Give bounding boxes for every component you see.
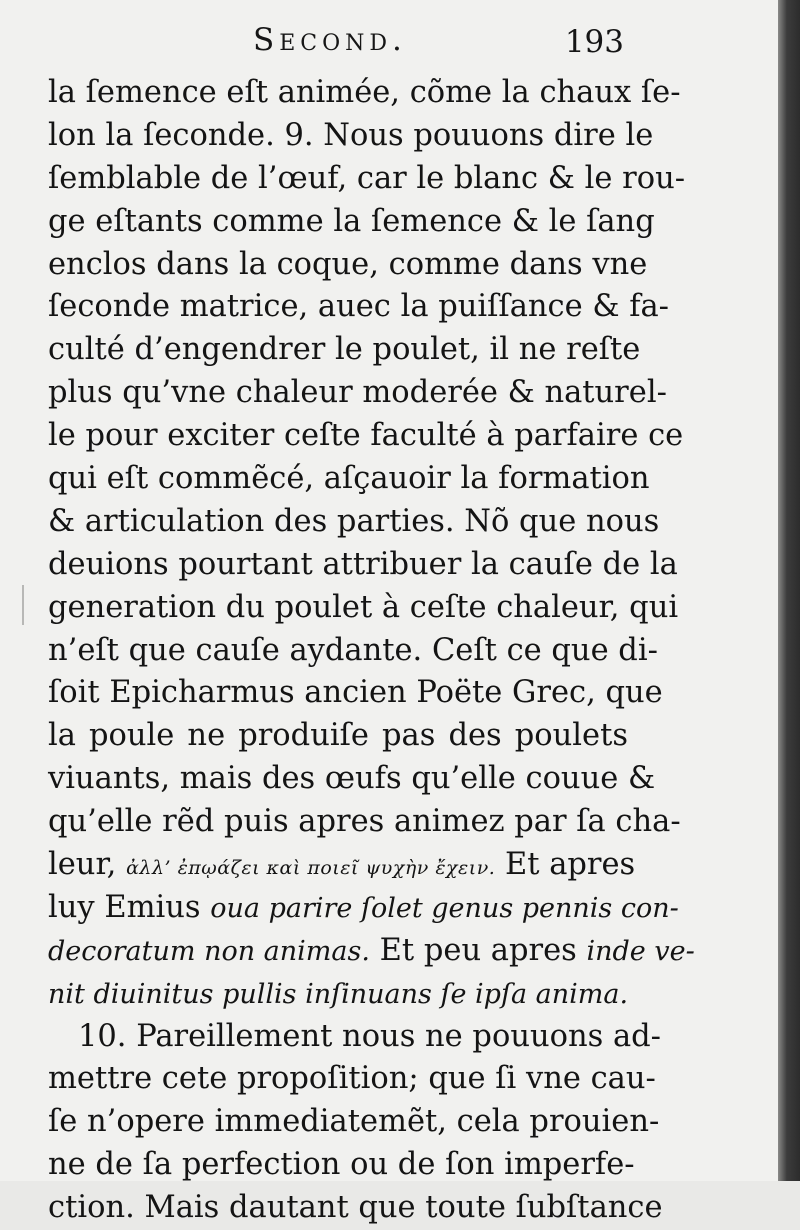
line-text: leur, [48,847,127,883]
text-line [48,1101,660,1144]
line-text: deuions pourtant attribuer la cauſe de la [48,546,678,582]
text-line [48,587,679,630]
latin-quotation: inde ve- [586,935,695,967]
text-line [48,630,658,673]
line-text: luy Emius [48,889,211,925]
line-text: Et apres [495,847,636,883]
text-line [48,458,650,501]
text-line [48,715,628,758]
line-text: qu’elle rẽd puis apres animez par ſa cha- [48,804,681,840]
greek-quotation: ἀλλ’ ἐπῳάζει καὶ ποιεῖ ψυχὴν ἔχειν. [126,857,496,880]
text-line [48,372,667,415]
line-text: la ſemence eſt animée, cõme la chaux ſe- [48,75,681,110]
line-text: plus qu’vne chaleur moderée & naturel- [48,375,667,411]
text-line [48,72,681,115]
text-line [48,672,663,715]
line-text: ction. Mais dautant que toute ſubſtance [48,1190,663,1226]
body-text [48,72,695,1230]
running-title: Second. [253,22,407,58]
page-number: 193 [564,24,624,60]
text-line [48,758,656,801]
line-text: ſeconde matrice, auec la puiſſance & fa- [48,289,669,325]
line-text: qui eſt commẽcé, aſçauoir la formation [48,461,650,497]
line-text: viuants, mais des œufs qu’elle couue & [48,761,656,797]
page-edge-shadow [778,0,800,1181]
text-line [48,329,641,372]
line-text: culté d’engendrer le poulet, il ne reſte [48,332,641,368]
line-text: lon la ſeconde. 9. Nous pouuons dire le [48,117,654,153]
line-text: ſoit Epicharmus ancien Poëte Grec, que [48,675,663,711]
text-line [48,115,654,158]
text-line [48,415,684,458]
text-line [48,286,669,329]
margin-mark [22,585,24,625]
latin-quotation: oua parire ſolet genus pennis con- [210,892,679,924]
line-text: generation du poulet à ceſte chaleur, qui [48,589,679,625]
text-line [48,1058,656,1101]
text-line [48,158,686,201]
text-line [48,244,648,287]
line-text: mettre cete propoſition; que ſi vne cau- [48,1061,656,1097]
text-line [48,544,678,587]
line-text: le pour exciter ceſte faculté à parfaire ce [48,418,684,454]
line-text: 10. Pareillement nous ne pouuons ad- [78,1018,661,1054]
text-line [48,801,681,844]
text-line [48,1187,663,1230]
text-line [48,201,655,244]
text-line [48,1016,661,1059]
text-line [48,501,660,544]
latin-quotation: decoratum non animas. [48,935,370,967]
line-text: enclos dans la coque, comme dans vne [48,246,648,282]
line-text: n’eſt que cauſe aydante. Ceſt ce que di- [48,632,658,668]
line-text: & articulation des parties. Nõ que nous [48,503,660,539]
text-line [48,1144,635,1187]
running-head [48,22,628,74]
latin-quotation: nit diuinitus pullis inſinuans ſe ipſa anima. [48,978,629,1010]
line-text: Et peu apres [369,932,587,968]
line-text: ſe n’opere immediatemẽt, cela prouien- [48,1104,660,1140]
line-text: ſemblable de l’œuf, car le blanc & le rou- [48,160,686,196]
line-text: ne de ſa perfection ou de ſon imperfe- [48,1147,635,1183]
text-line [48,844,636,887]
line-text: ge eſtants comme la ſemence & le ſang [48,203,655,239]
line-text: la poule ne produiſe pas des poulets [48,718,628,754]
text-line [48,930,695,973]
text-line [48,887,679,930]
text-line [48,973,628,1016]
